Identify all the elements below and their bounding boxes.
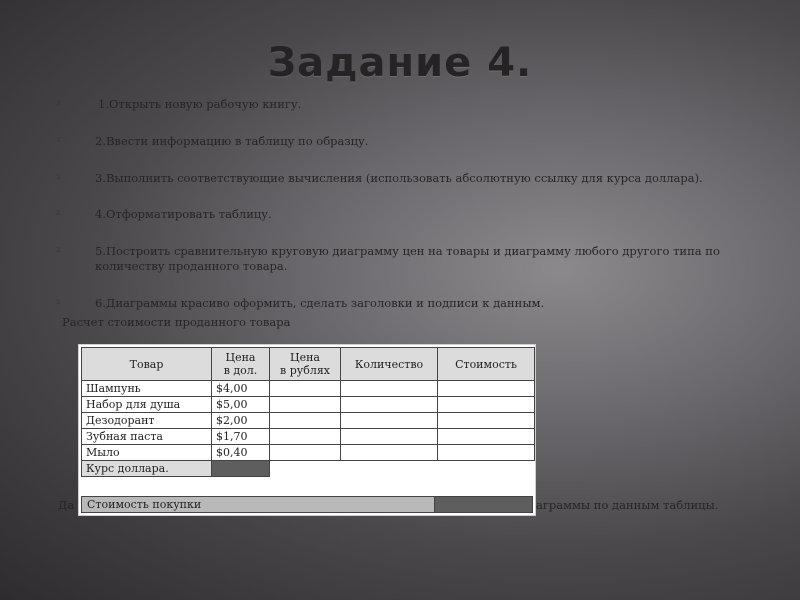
empty-cell — [438, 461, 535, 477]
product-name-cell: Мыло — [82, 445, 212, 461]
goods-table — [81, 347, 535, 477]
task-item-2 — [56, 134, 756, 149]
task-text: 5.Построить сравнительную круговую диаграмму цен на товары и диаграмму любого другого типа по количеству проданного товара. — [95, 244, 720, 273]
price-usd-cell: $5,00 — [212, 397, 270, 413]
bullet-icon: ⧖ — [56, 298, 61, 306]
table-row — [82, 445, 535, 461]
quantity-cell — [341, 445, 438, 461]
spreadsheet-image — [78, 344, 536, 516]
task-text: 1.Открыть новую рабочую книгу. — [98, 97, 302, 111]
cost-cell — [438, 429, 535, 445]
price-rub-cell — [270, 429, 341, 445]
task-item-3 — [56, 171, 756, 186]
product-name-cell: Набор для душа — [82, 397, 212, 413]
cost-cell — [438, 413, 535, 429]
product-name-cell: Шампунь — [82, 381, 212, 397]
total-cost-row — [81, 496, 533, 513]
table-row — [82, 397, 535, 413]
header-cell: Цена в дол. — [212, 348, 270, 381]
table-row — [82, 413, 535, 429]
header-cell: Цена в рублях — [270, 348, 341, 381]
task-item-1 — [56, 97, 756, 112]
header-cell: Количество — [341, 348, 438, 381]
price-rub-cell — [270, 381, 341, 397]
task-text: 2.Ввести информацию в таблицу по образцу. — [95, 134, 369, 148]
task-text: 6.Диаграммы красиво оформить, сделать заголовки и подписи к данным. — [95, 296, 545, 310]
empty-cell — [270, 461, 341, 477]
task-text: 3.Выполнить соответствующие вычисления (использовать абсолютную ссылку для курса доллара). — [95, 171, 703, 185]
quantity-cell — [341, 397, 438, 413]
partial-text-left: Да — [58, 498, 75, 512]
price-usd-cell: $0,40 — [212, 445, 270, 461]
product-name-cell: Дезодорант — [82, 413, 212, 429]
quantity-cell — [341, 381, 438, 397]
bullet-icon: ⧖ — [56, 173, 61, 181]
table-row — [82, 429, 535, 445]
total-cost-value-cell — [435, 497, 532, 512]
price-rub-cell — [270, 413, 341, 429]
exchange-rate-row — [82, 461, 535, 477]
bullet-icon: ⧖ — [56, 136, 61, 144]
cost-cell — [438, 397, 535, 413]
empty-cell — [341, 461, 438, 477]
table-header-row — [82, 348, 535, 381]
price-rub-cell — [270, 445, 341, 461]
table-caption: Расчет стоимости проданного товара — [62, 315, 291, 329]
quantity-cell — [341, 429, 438, 445]
quantity-cell — [341, 413, 438, 429]
total-cost-label: Стоимость покупки — [82, 497, 435, 512]
slide-title: Задание 4. — [267, 40, 533, 86]
task-item-6 — [56, 296, 756, 311]
header-cell: Стоимость — [438, 348, 535, 381]
price-usd-cell: $2,00 — [212, 413, 270, 429]
exchange-rate-label: Курс доллара. — [82, 461, 212, 477]
header-cell: Товар — [82, 348, 212, 381]
price-usd-cell: $4,00 — [212, 381, 270, 397]
bullet-icon: ⧖ — [56, 99, 61, 107]
cost-cell — [438, 445, 535, 461]
partial-text-right: аграммы по данным таблицы. — [536, 498, 719, 512]
exchange-rate-value-cell — [212, 461, 270, 477]
price-rub-cell — [270, 397, 341, 413]
product-name-cell: Зубная паста — [82, 429, 212, 445]
task-text: 4.Отформатировать таблицу. — [95, 207, 272, 221]
price-usd-cell: $1,70 — [212, 429, 270, 445]
task-item-5 — [56, 244, 756, 274]
bullet-icon: ⧖ — [56, 209, 61, 217]
bullet-icon: ⧖ — [56, 246, 61, 254]
task-item-4 — [56, 207, 756, 222]
cost-cell — [438, 381, 535, 397]
table-row — [82, 381, 535, 397]
